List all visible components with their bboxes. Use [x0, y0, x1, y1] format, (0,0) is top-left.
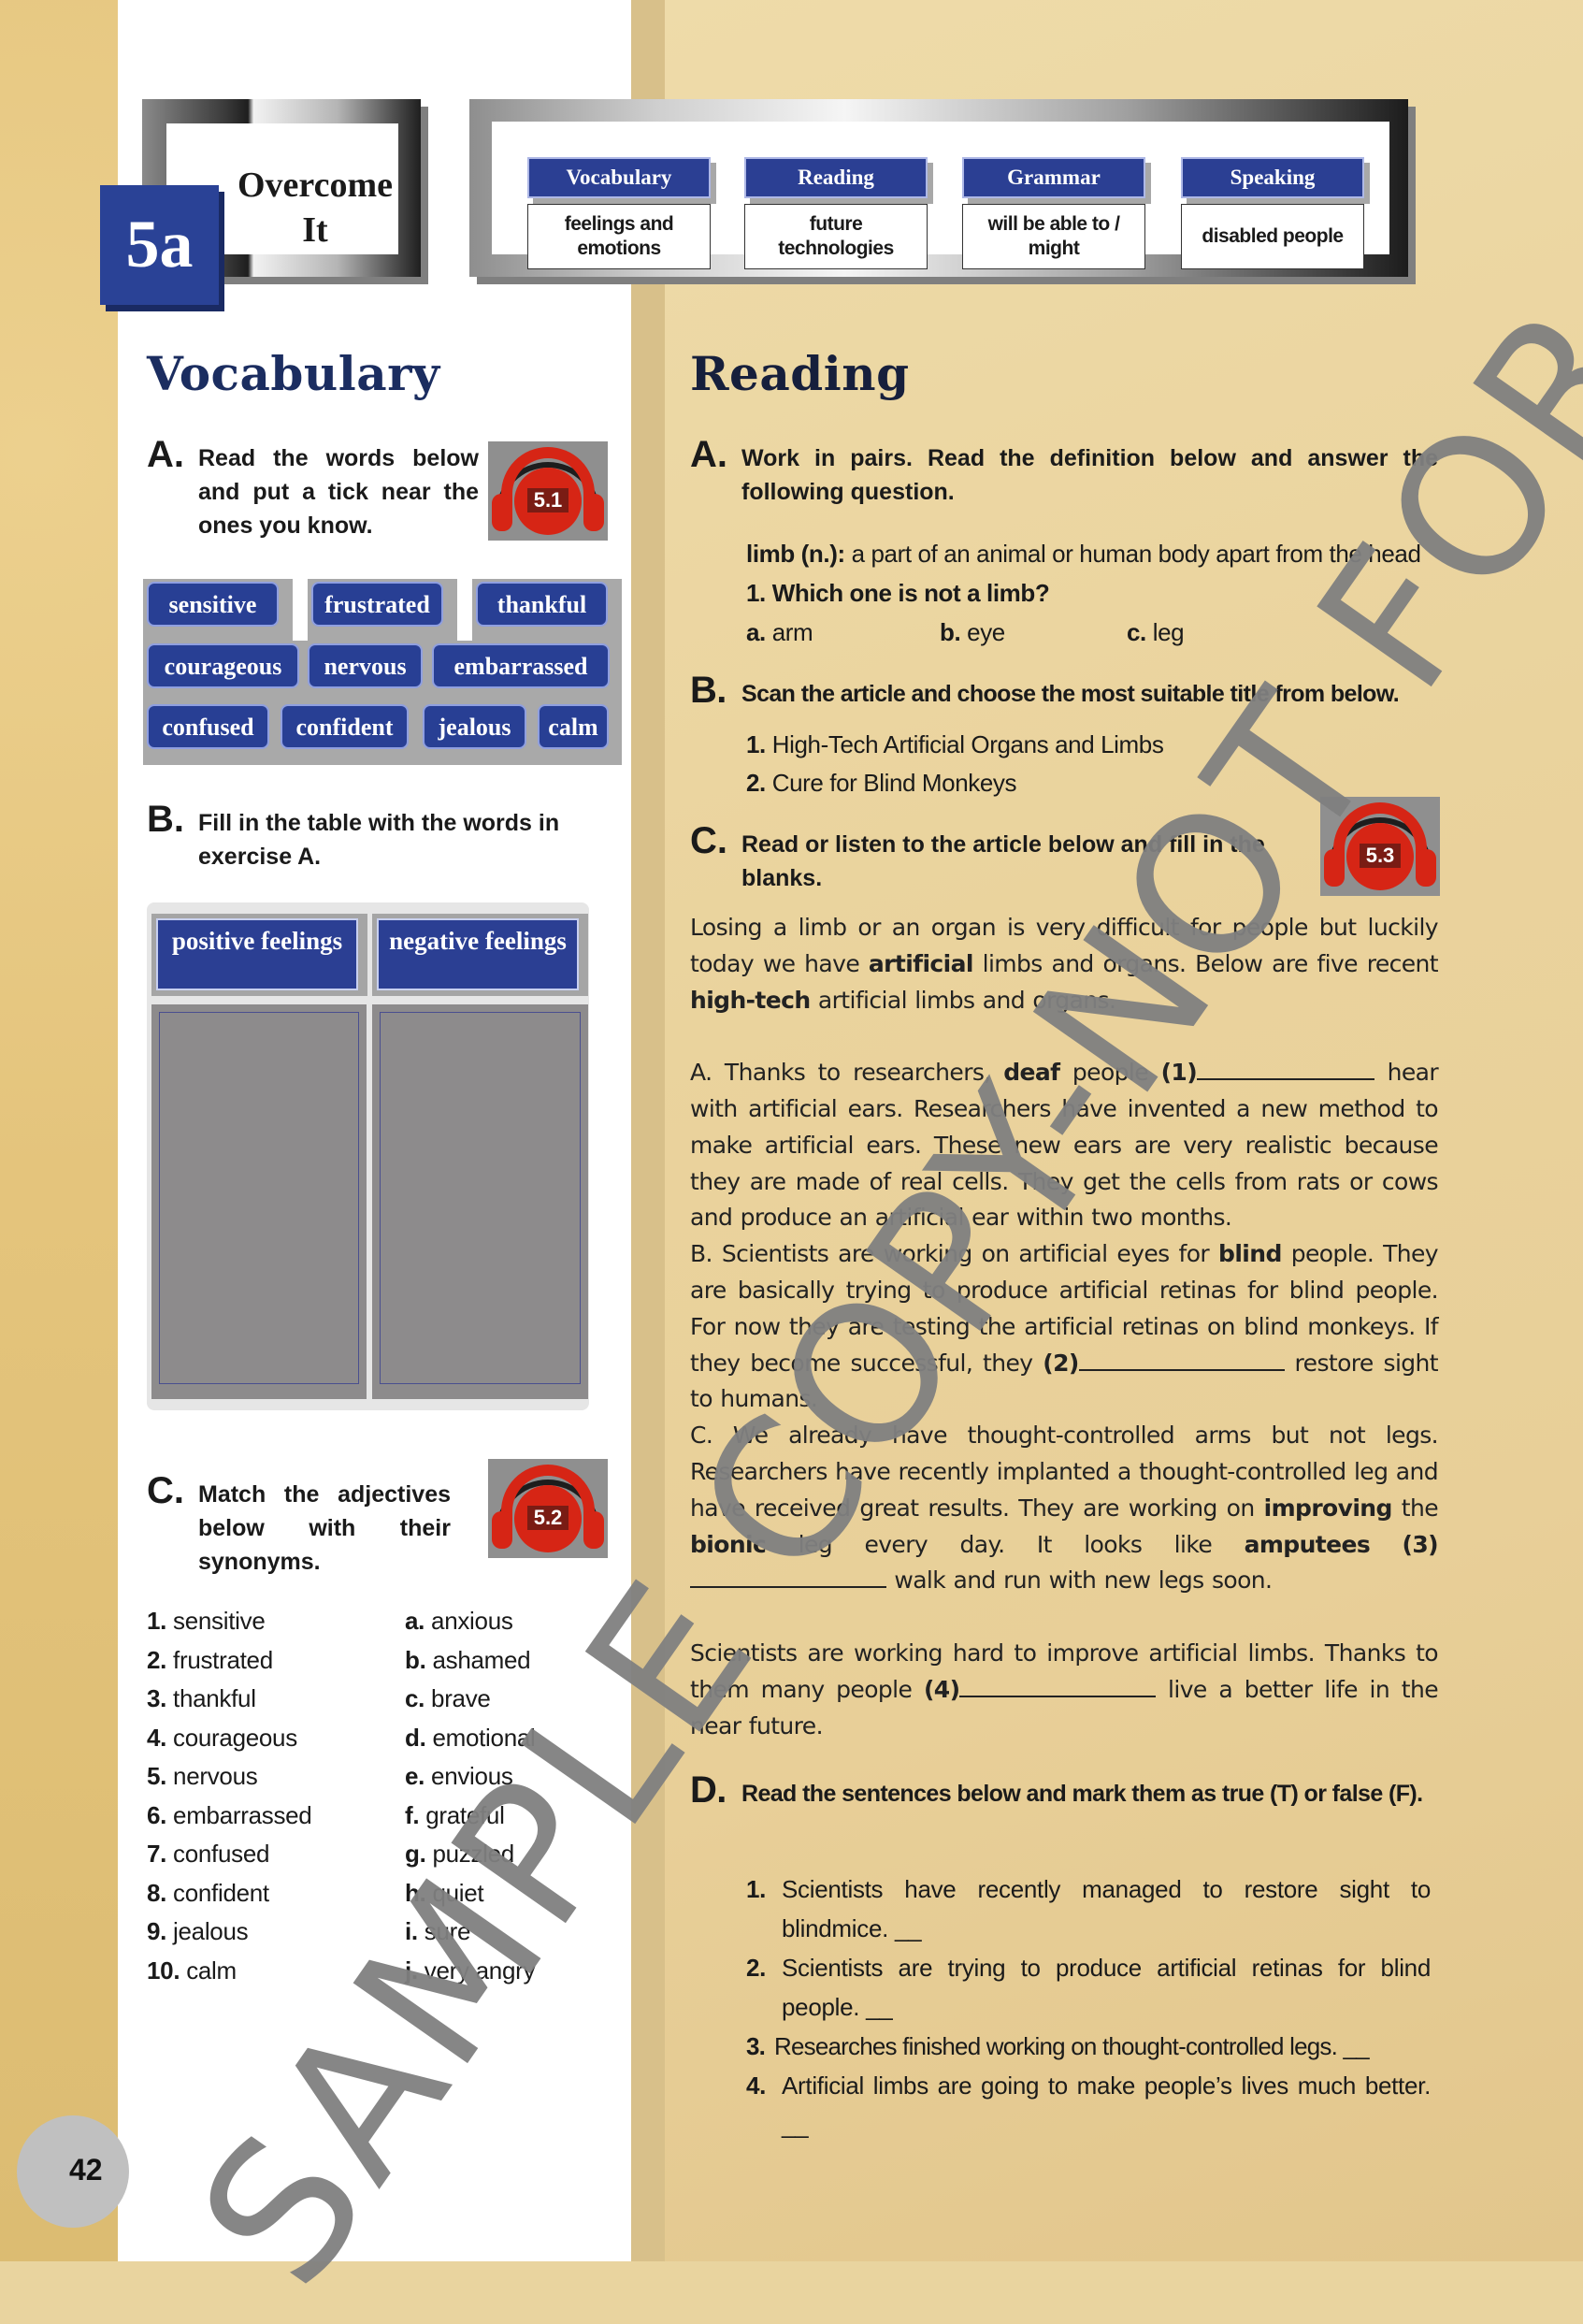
audio-track-5-2-button[interactable] — [488, 1459, 608, 1558]
exercise-instruction: Read the words below and put a tick near the ones you know. — [198, 445, 479, 539]
vocabulary-heading: Vocabulary — [147, 346, 440, 401]
list-item: h. quiet — [405, 1878, 484, 1907]
word-tile: thankful — [476, 582, 608, 627]
exercise-letter: B. — [690, 670, 727, 711]
title-option-1[interactable]: 1. High-Tech Artificial Organs and Limbs — [746, 730, 1164, 758]
skill-topic: disabled people — [1181, 204, 1364, 269]
synonym-list — [405, 1602, 536, 1990]
blank-1-input[interactable] — [1197, 1058, 1374, 1080]
headphone-cup-right — [583, 1511, 604, 1549]
article-paragraph-c: C. We already have thought-controlled arms but not legs. Researchers have recently implanted a thought-controlled leg and have received great results. They are working on improving the bionic leg every day. It looks like amputees (3) walk and run with new legs soon. — [690, 1422, 1439, 1595]
list-item: 7. confused — [147, 1840, 270, 1868]
unit-number-badge — [100, 185, 219, 305]
list-item: 10. calm — [147, 1956, 237, 1985]
article-paragraph-b: B. Scientists are working on artificial eyes for blind people. They are basically trying to produce artificial retinas for blind people. For now they are testing the artificial retinas on blind monkeys. If they become successful, they (2) restore sight to humans. — [690, 1240, 1438, 1413]
spacer — [690, 1599, 1438, 1636]
column-header-positive: positive feelings — [156, 918, 358, 990]
audio-track-5-3-button[interactable] — [1320, 797, 1440, 896]
true-false-item-1[interactable]: 1. Scientists have recently managed to restore sight to blindmice. __ — [746, 1875, 1431, 1942]
reading-exercise-d — [690, 1769, 1438, 1811]
unit-title — [232, 163, 398, 253]
cell-border — [159, 1012, 359, 1384]
headphone-cup-left — [492, 494, 512, 531]
reading-exercise-a — [690, 434, 1438, 509]
word-tile: sensitive — [147, 582, 279, 627]
list-item: 2. frustrated — [147, 1645, 273, 1674]
exercise-letter: A. — [690, 434, 727, 475]
true-false-item-2[interactable]: 2. Scientists are trying to produce artificial retinas for blind people. __ — [746, 1954, 1431, 2021]
list-item: 4. courageous — [147, 1723, 297, 1752]
answer-option-c[interactable]: c. leg — [1127, 618, 1185, 646]
cell-border — [380, 1012, 581, 1384]
list-item: 5. nervous — [147, 1762, 258, 1790]
limb-definition — [746, 535, 1457, 573]
negative-feelings-cell[interactable] — [372, 1004, 588, 1399]
skill-vocabulary — [527, 157, 711, 269]
blank-2-input[interactable] — [1079, 1349, 1285, 1371]
vocab-exercise-b — [147, 799, 591, 873]
audio-track-5-1-button[interactable] — [488, 441, 608, 541]
list-item: d. emotional — [405, 1723, 536, 1752]
list-item: 6. embarrassed — [147, 1800, 312, 1829]
skill-speaking — [1181, 157, 1364, 269]
skill-heading: Speaking — [1181, 157, 1364, 198]
list-item: 3. thankful — [147, 1684, 256, 1712]
unit-number: 5a — [125, 207, 194, 281]
page-number: 42 — [69, 2153, 103, 2187]
blank-4-input[interactable] — [959, 1675, 1156, 1697]
skill-heading: Reading — [744, 157, 928, 198]
word-tile: calm — [538, 704, 609, 749]
list-item: c. brave — [405, 1684, 491, 1712]
sample-copy-watermark: SAMPLE COPY-NOT FOR — [158, 263, 1583, 2324]
vocab-exercise-c — [147, 1470, 451, 1579]
list-item: 9. jealous — [147, 1917, 249, 1945]
list-item: j. very angry — [405, 1956, 536, 1985]
headphone-cup-left — [1324, 849, 1345, 887]
skill-topic: feelings and emotions — [527, 204, 711, 269]
exercise-instruction: Read or listen to the article below and fill in the blanks. — [741, 831, 1265, 891]
exercise-letter: D. — [690, 1769, 727, 1811]
exercise-letter: C. — [147, 1470, 184, 1511]
list-item: 1. sensitive — [147, 1607, 266, 1635]
skills-overview-frame — [469, 99, 1408, 277]
column-divider — [631, 0, 665, 2261]
reading-exercise-c — [690, 820, 1302, 895]
article-closing: Scientists are working hard to improve artificial limbs. Thanks to them many people (4) live a better life in the near future. — [690, 1638, 1439, 1739]
reading-exercise-b — [690, 670, 1457, 711]
answer-option-a[interactable]: a. arm — [746, 618, 813, 646]
list-item: g. puzzled — [405, 1840, 514, 1868]
word-tile: nervous — [308, 643, 423, 688]
exercise-instruction: Fill in the table with the words in exercise A. — [198, 810, 560, 870]
word-tile: frustrated — [311, 582, 443, 627]
list-item: a. anxious — [405, 1607, 513, 1635]
audio-track-number: 5.3 — [1360, 844, 1401, 868]
word-tile: jealous — [423, 704, 526, 749]
reading-heading: Reading — [690, 346, 910, 401]
positive-feelings-cell[interactable] — [151, 1004, 367, 1399]
skill-heading: Vocabulary — [527, 157, 711, 198]
word-tile: courageous — [147, 643, 299, 688]
unit-title-line1: Overcome — [237, 166, 393, 205]
skill-heading: Grammar — [962, 157, 1145, 198]
article-paragraph-a: A. Thanks to researchers, deaf people (1) hear with artificial ears. Researchers have invented a new method to make artificial ears. These new ears are very realistic because they are made of real cells. They get the cells from rats or cows and produce an artificial ear within two months. — [690, 1059, 1438, 1232]
exercise-letter: B. — [147, 799, 184, 840]
answer-option-b[interactable]: b. eye — [940, 618, 1005, 646]
left-margin-texture — [0, 0, 118, 2261]
exercise-instruction: Work in pairs. Read the definition below and answer the following question. — [741, 445, 1438, 505]
title-option-2[interactable]: 2. Cure for Blind Monkeys — [746, 769, 1017, 797]
page-number-badge — [17, 2115, 129, 2228]
article-intro: Losing a limb or an organ is very difficult for people but luckily today we have artificial limbs and organs. Below are five recent high-tech artificial limbs and organs. — [690, 914, 1438, 1014]
limb-question: 1. Which one is not a limb? — [746, 579, 1050, 607]
true-false-item-3[interactable]: 3. Researches finished working on thought-controlled legs. __ — [746, 2032, 1369, 2060]
exercise-letter: A. — [147, 434, 184, 475]
list-item: i. sure — [405, 1917, 471, 1945]
skill-topic: future technologies — [744, 204, 928, 269]
definition-text: a part of an animal or human body apart from the head — [844, 540, 1421, 568]
skill-grammar — [962, 157, 1145, 269]
list-item: 8. confident — [147, 1878, 269, 1907]
headphone-cup-right — [1416, 849, 1436, 887]
word-tile: embarrassed — [432, 643, 610, 688]
word-tile: confident — [281, 704, 409, 749]
spacer — [690, 1018, 1438, 1055]
feelings-table — [147, 902, 589, 1410]
list-item: b. ashamed — [405, 1645, 531, 1674]
list-item: e. envious — [405, 1762, 513, 1790]
article-text — [690, 910, 1438, 1744]
audio-track-number: 5.1 — [527, 488, 568, 512]
definition-term: limb (n.): — [746, 540, 845, 568]
headphone-cup-right — [583, 494, 604, 531]
unit-title-line2: It — [302, 210, 328, 250]
word-tile: confused — [147, 704, 269, 749]
adjective-list — [147, 1602, 311, 1990]
vocab-exercise-a — [147, 434, 479, 542]
blank-3-input[interactable] — [690, 1566, 886, 1588]
audio-track-number: 5.2 — [527, 1506, 568, 1530]
exercise-letter: C. — [690, 820, 727, 861]
skill-topic: will be able to / might — [962, 204, 1145, 269]
headphone-cup-left — [492, 1511, 512, 1549]
list-item: f. grateful — [405, 1800, 505, 1829]
skills-overview-panel — [492, 122, 1389, 259]
column-header-negative: negative feelings — [377, 918, 579, 990]
exercise-instruction: Match the adjectives below with their synonyms. — [198, 1481, 451, 1575]
exercise-instruction: Scan the article and choose the most suitable title from below. — [741, 681, 1400, 707]
true-false-item-4[interactable]: 4. Artificial limbs are going to make people’s lives much better. __ — [746, 2071, 1431, 2139]
exercise-instruction: Read the sentences below and mark them as true (T) or false (F). — [741, 1781, 1423, 1807]
skill-reading — [744, 157, 928, 269]
